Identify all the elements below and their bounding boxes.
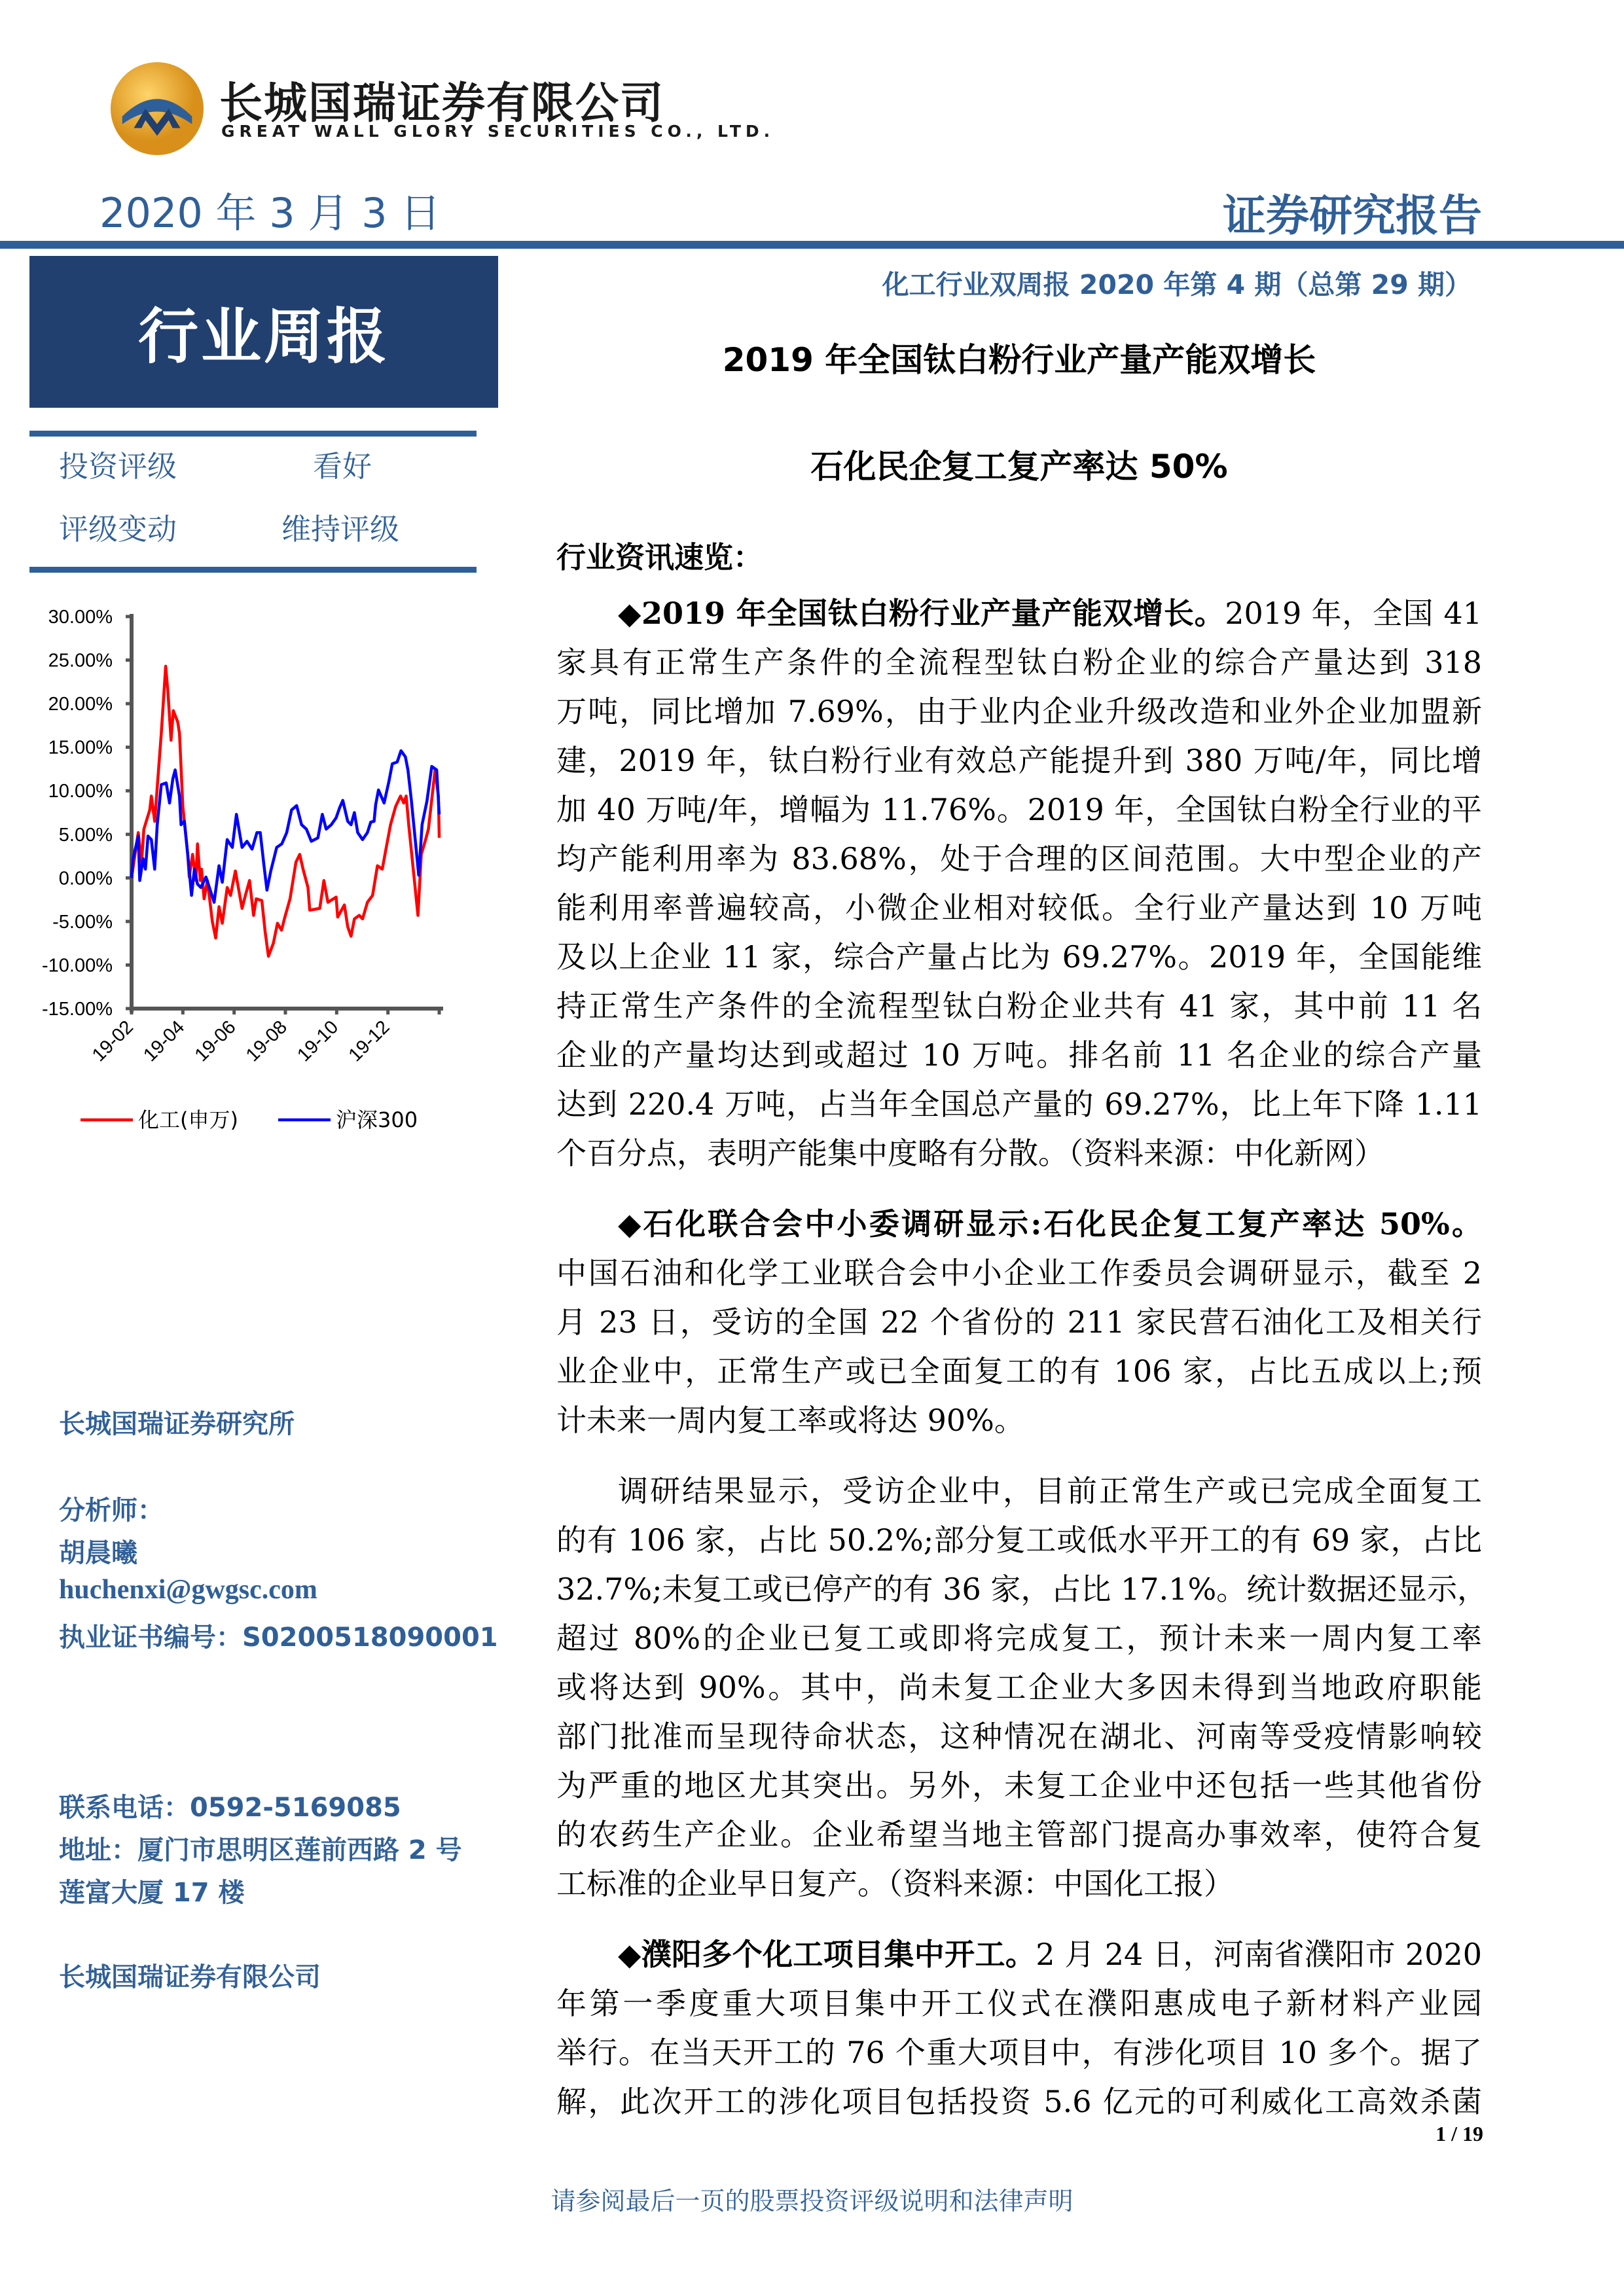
line-text: 2 月 24 日，河南省濮阳市 2020	[1036, 1937, 1482, 1972]
y-tick-label: 5.00%	[58, 824, 113, 846]
institute-name: 长城国瑞证券研究所	[59, 1409, 295, 1439]
rating-change-label: 评级变动	[59, 512, 177, 547]
company-footer-name: 长城国瑞证券有限公司	[59, 1962, 321, 1992]
y-tick-label: -5.00%	[52, 911, 113, 933]
rating-top-rule	[29, 431, 477, 437]
y-tick-label: 25.00%	[48, 650, 113, 672]
text-line	[556, 1200, 1482, 1249]
text-line	[556, 1467, 1482, 1516]
line-text: 建，2019 年，钛白粉行业有效总产能提升到 380 万吨/年，同比增	[556, 743, 1482, 778]
line-text: 为严重的地区尤其突出。另外，未复工企业中还包括一些其他省份	[556, 1768, 1482, 1803]
series-line-csi300	[132, 751, 439, 903]
paragraph	[556, 589, 1482, 1178]
section-title: 行业资讯速览：	[556, 540, 763, 575]
line-text: 持正常生产条件的全流程型钛白粉企业共有 41 家，其中前 11 名	[556, 988, 1482, 1024]
performance-chart	[0, 589, 511, 1152]
header-divider	[0, 241, 1624, 249]
line-text: 月 23 日，受访的全国 22 个省份的 211 家民营石油化工及相关行	[556, 1304, 1482, 1340]
line-text: 及以上企业 11 家，综合产量占比为 69.27%。2019 年，全国能维	[556, 939, 1482, 975]
company-logo	[109, 60, 206, 157]
series-line-chemical	[132, 666, 439, 956]
text-line	[556, 1930, 1482, 1979]
line-text: 企业的产量均达到或超过 10 万吨。排名前 11 名企业的综合产量	[556, 1037, 1482, 1073]
line-text: 家具有正常生产条件的全流程型钛白粉企业的综合产量达到 318	[556, 645, 1482, 680]
line-text: 或将达到 90%。其中，尚未复工企业大多因未得到当地政府职能	[556, 1670, 1482, 1705]
text-line	[556, 884, 1482, 933]
line-text: 调研结果显示，受访企业中，目前正常生产或已完成全面复工	[618, 1473, 1482, 1509]
rating-invest-value: 看好	[313, 449, 372, 484]
rating-invest-label: 投资评级	[59, 449, 177, 484]
main-title: 2019 年全国钛白粉行业产量产能双增长	[722, 341, 1316, 379]
report-date: 2020 年 3 月 3 日	[99, 189, 441, 237]
analyst-label: 分析师：	[59, 1496, 164, 1526]
contact-address-1: 地址：厦门市思明区莲前西路 2 号	[59, 1835, 462, 1865]
text-line	[556, 687, 1482, 736]
report-type: 证券研究报告	[1223, 190, 1482, 241]
analyst-email[interactable]: huchenxi@gwgsc.com	[59, 1575, 317, 1605]
text-line	[556, 933, 1482, 982]
text-line	[556, 1663, 1482, 1712]
y-tick-label: -10.00%	[41, 955, 113, 977]
text-line	[556, 1298, 1482, 1347]
line-text: 加 40 万吨/年，增幅为 11.76%。2019 年，全国钛白粉全行业的平	[556, 792, 1482, 827]
text-line	[556, 1516, 1482, 1565]
line-text: 2019 年，全国 41	[1225, 596, 1482, 631]
text-line	[556, 1810, 1482, 1859]
x-tick-label: 19-06	[190, 1016, 240, 1066]
y-tick-label: 10.00%	[48, 781, 113, 802]
doc-type-box: 行业周报	[29, 256, 498, 408]
line-text: 工标准的企业早日复产。（资料来源：中国化工报）	[556, 1866, 1234, 1901]
text-line	[556, 2077, 1482, 2126]
line-text: 年第一季度重大项目集中开工仪式在濮阳惠成电子新材料产业园	[556, 1986, 1482, 2021]
issue-line: 化工行业双周报 2020 年第 4 期（总第 29 期）	[882, 269, 1471, 300]
paragraph	[556, 1930, 1482, 2126]
line-text: 举行。在当天开工的 76 个重大项目中，有涉化项目 10 多个。据了	[556, 2035, 1482, 2070]
company-name-cn: 长城国瑞证券有限公司	[219, 78, 664, 128]
x-tick-label: 19-10	[293, 1016, 343, 1066]
sub-title: 石化民企复工复产率达 50%	[810, 448, 1228, 486]
line-text: 万吨，同比增加 7.69%，由于业内企业升级改造和业外企业加盟新	[556, 694, 1482, 729]
contact-address-2: 莲富大厦 17 楼	[59, 1878, 245, 1908]
lead-headline: ◆濮阳多个化工项目集中开工。	[618, 1937, 1036, 1972]
x-tick-label: 19-08	[242, 1016, 291, 1066]
analyst-name: 胡晨曦	[59, 1538, 137, 1568]
line-text: 的有 106 家，占比 50.2%;部分复工或低水平开工的有 69 家，占比	[556, 1522, 1482, 1558]
line-text: 32.7%;未复工或已停产的有 36 家，占比 17.1%。统计数据还显示，	[556, 1571, 1488, 1607]
text-line	[556, 785, 1482, 834]
y-tick-label: 0.00%	[58, 868, 113, 889]
line-text: 的农药生产企业。企业希望当地主管部门提高办事效率，使符合复	[556, 1817, 1482, 1852]
text-line	[556, 1129, 1482, 1178]
line-text: 业企业中，正常生产或已全面复工的有 106 家，占比五成以上;预	[556, 1354, 1482, 1389]
text-line	[556, 1249, 1482, 1298]
x-tick-label: 19-04	[139, 1016, 189, 1066]
text-line	[556, 1396, 1482, 1445]
legend-label: 化工(申万)	[138, 1107, 238, 1132]
line-text: 计未来一周内复工率或将达 90%。	[556, 1403, 1024, 1438]
line-text: 均产能利用率为 83.68%，处于合理的区间范围。大中型企业的产	[556, 841, 1482, 876]
text-line	[556, 589, 1482, 638]
text-line	[556, 638, 1482, 687]
text-line	[556, 834, 1482, 884]
y-tick-label: 20.00%	[48, 694, 113, 715]
text-line	[556, 1031, 1482, 1080]
paragraph	[556, 1467, 1488, 1909]
line-text: 部门批准而呈现待命状态，这种情况在湖北、河南等受疫情影响较	[556, 1719, 1482, 1754]
company-name-en: GREAT WALL GLORY SECURITIES CO., LTD.	[221, 122, 775, 141]
text-line	[556, 982, 1482, 1031]
disclaimer-footer: 请参阅最后一页的股票投资评级说明和法律声明	[550, 2187, 1074, 2215]
y-tick-label: 30.00%	[48, 607, 113, 628]
text-line	[556, 1859, 1482, 1909]
page-number: 1 / 19	[1435, 2122, 1483, 2145]
line-text: 中国石油和化学工业联合会中小企业工作委员会调研显示，截至 2	[556, 1255, 1482, 1291]
text-line	[556, 1979, 1482, 2028]
line-text: 解，此次开工的涉化项目包括投资 5.6 亿元的可利威化工高效杀菌	[556, 2084, 1482, 2119]
y-tick-label: -15.00%	[41, 999, 113, 1020]
text-line	[556, 1347, 1482, 1396]
lead-headline: ◆2019 年全国钛白粉行业产量产能双增长。	[618, 596, 1225, 631]
rating-change-value: 维持评级	[281, 512, 400, 547]
article-body	[556, 589, 1488, 2126]
paragraph	[556, 1200, 1482, 1445]
text-line	[556, 2028, 1482, 2077]
text-line	[556, 1614, 1482, 1663]
line-text: 达到 220.4 万吨，占当年全国总产量的 69.27%，比上年下降 1.11	[556, 1086, 1482, 1122]
lead-headline: ◆石化联合会中小委调研显示:石化民企复工复产率达 50%。	[618, 1206, 1482, 1242]
text-line	[556, 1761, 1482, 1810]
analyst-cert: 执业证书编号：S0200518090001	[59, 1623, 498, 1653]
line-text: 能利用率普遍较高，小微企业相对较低。全行业产量达到 10 万吨	[556, 890, 1482, 925]
line-text: 超过 80%的企业已复工或即将完成复工，预计未来一周内复工率	[556, 1621, 1482, 1656]
x-tick-label: 19-02	[88, 1016, 137, 1066]
text-line	[556, 1712, 1482, 1761]
line-text: 个百分点，表明产能集中度略有分散。（资料来源：中化新网）	[556, 1136, 1384, 1171]
y-tick-label: 15.00%	[48, 737, 113, 759]
rating-bottom-rule	[29, 567, 477, 573]
text-line	[556, 1565, 1488, 1614]
text-line	[556, 1080, 1482, 1129]
x-tick-label: 19-12	[344, 1016, 394, 1066]
text-line	[556, 736, 1482, 785]
legend-label: 沪深300	[336, 1107, 418, 1132]
contact-phone: 联系电话：0592-5169085	[59, 1793, 401, 1823]
